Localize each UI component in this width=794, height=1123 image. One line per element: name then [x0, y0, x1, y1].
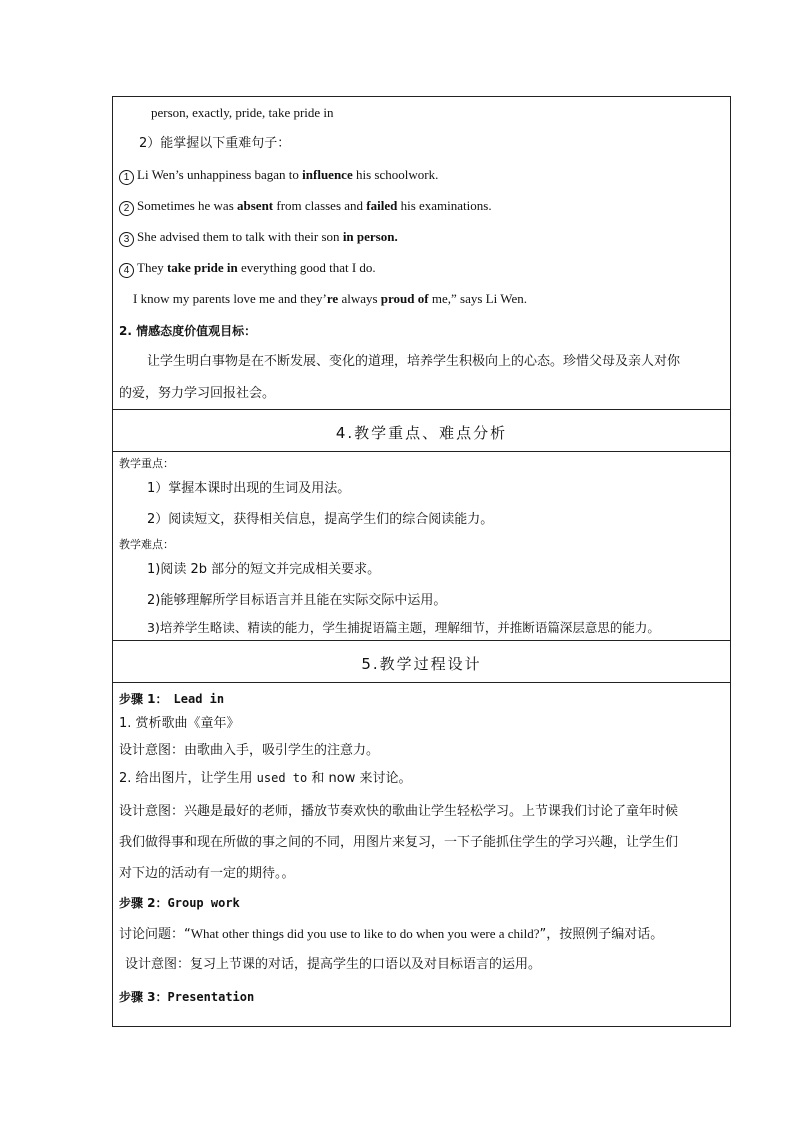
sentence-5-end: me,” says Li Wen.: [428, 291, 527, 306]
sentence-2-end: his examinations.: [397, 198, 492, 213]
sentence-3-keyword: in person.: [342, 229, 398, 244]
step-2-label: 步骤 2：: [119, 896, 168, 910]
activity-2-phrase: used to: [256, 771, 308, 785]
step-1-label: 步骤 1：: [119, 692, 168, 706]
step-2-name: Group work: [167, 896, 240, 910]
intent-2-line-2: 我们做得事和现在所做的事之间的不同，用图片来复习，一下子能抓住学生的学习兴趣，让学生们: [119, 835, 679, 850]
section-5-title: 5.教学过程设计: [361, 655, 482, 673]
sentence-5-keyword: proud of: [380, 291, 429, 306]
sentence-1-end: his schoolwork.: [352, 167, 439, 182]
difficulty-1: 1)阅读 2b 部分的短文并完成相关要求。: [147, 562, 381, 577]
vocabulary-text: person, exactly, pride, take pride in: [151, 105, 334, 120]
number-4-badge: 4: [119, 263, 134, 278]
sentence-1-text: Li Wen’s unhappiness bagan to: [137, 167, 303, 182]
objectives-cell: [113, 97, 730, 410]
sentence-4: [119, 260, 376, 278]
sentence-1-keyword: influence: [302, 167, 353, 182]
step-3-name: Presentation: [167, 990, 255, 1004]
activity-2-text: 2. 给出图片，让学生用: [119, 771, 257, 786]
sentence-3: [119, 229, 398, 247]
sentences-label: 2）能掌握以下重难句子：: [139, 136, 291, 151]
discussion-question: [119, 926, 663, 943]
discussion-suffix: ”，按照例子编对话。: [539, 927, 664, 942]
sentence-5-bold-a: re: [326, 291, 339, 306]
sentence-2-keyword-a: absent: [237, 198, 274, 213]
activity-2: [119, 770, 411, 787]
emotion-line-1: 让学生明白事物是在不断发展、变化的道理，培养学生积极向上的心态。珍惜父母及亲人对你: [147, 354, 681, 369]
intent-2-line-3: 对下边的活动有一定的期待。。: [119, 866, 295, 881]
step-2-heading: [119, 895, 240, 911]
key-point-1: 1）掌握本课时出现的生词及用法。: [147, 481, 351, 496]
sentence-2-text: Sometimes he was: [137, 198, 238, 213]
activity-1: 1. 赏析歌曲《童年》: [119, 716, 240, 731]
key-point-2: 2）阅读短文，获得相关信息，提高学生们的综合阅读能力。: [147, 512, 494, 527]
step-1-heading: [119, 691, 224, 707]
intent-2-line-1: 设计意图：兴趣是最好的老师，播放节奏欢快的歌曲让学生轻松学习。上节课我们讨论了童年时候: [119, 804, 679, 819]
sentence-2: [119, 198, 492, 216]
section-4-body-cell: [113, 452, 730, 641]
sentence-5-text: I know my parents love me and they’: [133, 291, 327, 306]
emotion-line-2: 的爱，努力学习回报社会。: [119, 386, 276, 401]
sentence-1: [119, 167, 438, 185]
section-4-title: 4.教学重点、难点分析: [335, 424, 508, 442]
section-5-body-cell: [113, 683, 730, 1026]
intent-1: 设计意图：由歌曲入手，吸引学生的注意力。: [119, 743, 380, 758]
activity-2-end: 和 now 来讨论。: [307, 771, 412, 786]
difficulty-3: 3)培养学生略读、精读的能力，学生捕捉语篇主题，理解细节，并推断语篇深层意思的能力。: [147, 620, 660, 635]
difficulties-label: 教学难点：: [119, 538, 174, 551]
number-1-badge: 1: [119, 170, 134, 185]
sentence-2-keyword-b: failed: [366, 198, 398, 213]
step-3-heading: [119, 989, 254, 1005]
sentence-2-middle: from classes and: [273, 198, 367, 213]
vocabulary-line: [151, 105, 334, 121]
section-5-heading-cell: [113, 641, 730, 683]
discussion-english: What other things did you use to like to do when you were a child?: [190, 926, 540, 941]
sentence-4-text: They: [137, 260, 167, 275]
emotion-title: 2. 情感态度价值观目标：: [119, 324, 257, 338]
lesson-plan-table: [112, 96, 731, 1027]
step-1-name: Lead in: [173, 692, 225, 706]
discussion-prefix: 讨论问题：“: [119, 927, 191, 942]
sentence-4-end: everything good that I do.: [237, 260, 376, 275]
difficulty-2: 2)能够理解所学目标语言并且能在实际交际中运用。: [147, 593, 447, 608]
number-3-badge: 3: [119, 232, 134, 247]
sentence-5: [133, 291, 527, 307]
sentence-5-middle: always: [338, 291, 381, 306]
number-2-badge: 2: [119, 201, 134, 216]
key-points-label: 教学重点：: [119, 457, 174, 470]
section-4-heading-cell: [113, 410, 730, 452]
intent-3: 设计意图：复习上节课的对话，提高学生的口语以及对目标语言的运用。: [125, 957, 542, 972]
sentence-4-keyword: take pride in: [166, 260, 238, 275]
step-3-label: 步骤 3：: [119, 990, 168, 1004]
sentence-3-text: She advised them to talk with their son: [137, 229, 343, 244]
